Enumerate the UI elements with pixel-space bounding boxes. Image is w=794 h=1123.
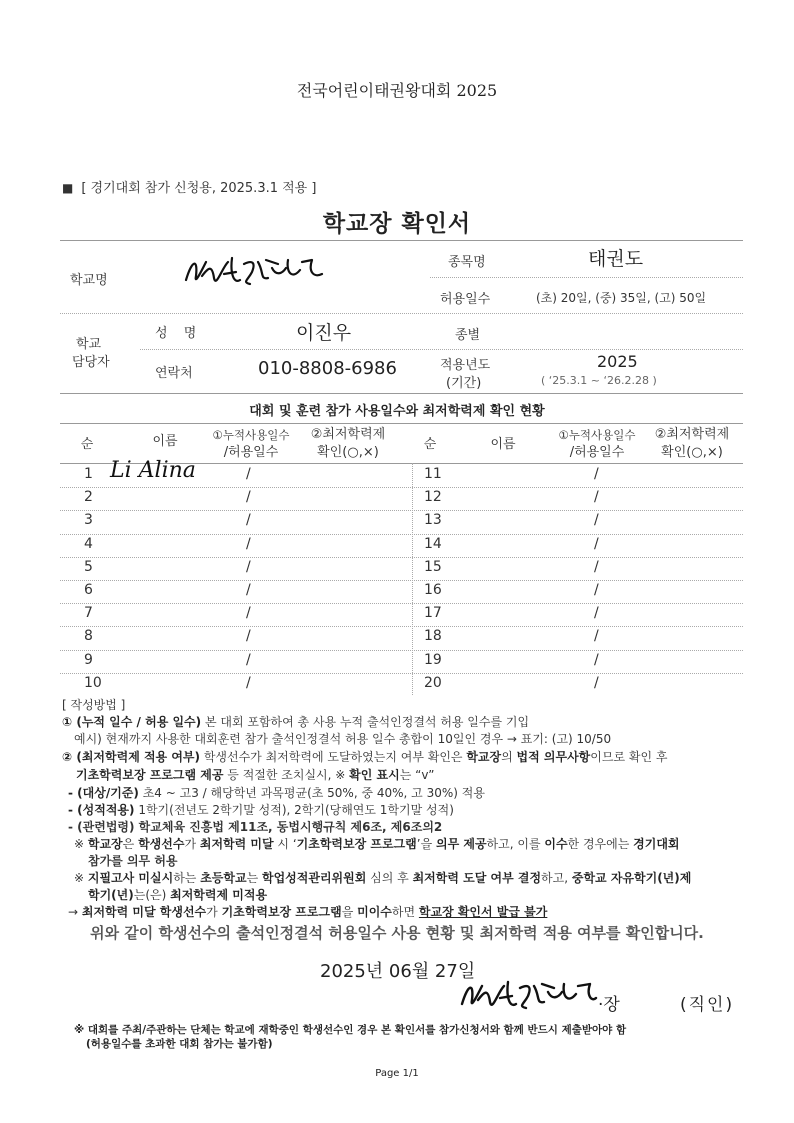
instruction-bold: 학기(년): [88, 888, 134, 902]
col-days-left-l1: ①누적사용일수: [212, 428, 290, 442]
col-days-left-l2: /허용일수: [223, 445, 279, 460]
col-min-left-l1: ②최저학력제: [310, 427, 386, 442]
allowed-days-value: (초) 20일, (중) 35일, (고) 50일: [536, 291, 707, 305]
row-rule: [60, 557, 743, 558]
manager-label-line1: 학교: [76, 337, 102, 352]
info-rule: [60, 313, 743, 314]
manager-name: 이진우: [296, 322, 352, 344]
col-no-left: 순: [80, 437, 94, 452]
col-name-right: 이름: [490, 437, 516, 452]
info-rule: [140, 349, 743, 350]
instruction-text: 하고,: [541, 871, 572, 885]
days-slash: /: [246, 512, 251, 529]
instruction-text: ※: [74, 837, 88, 851]
seal-mark: (직인): [680, 995, 735, 1015]
instruction-line: 예시) 현재까지 사용한 대회훈련 참가 출석인정결석 허용 일수 총합이 10일인 경우 → 표기: (고) 10/50: [74, 732, 612, 746]
instructions-heading: [ 작성방법 ]: [62, 698, 126, 712]
days-slash: /: [594, 651, 599, 668]
row-number: 15: [424, 558, 442, 575]
info-top-rule: [60, 240, 743, 241]
row-rule: [60, 487, 743, 488]
row-number: 7: [84, 605, 93, 622]
days-slash: /: [594, 512, 599, 529]
instruction-text: 하는: [173, 871, 201, 885]
instruction-bold: 최저학력제 미적용: [170, 888, 268, 902]
col-min-right-l2: 확인(○,×): [661, 445, 723, 460]
instruction-text: 하고, 이를: [486, 837, 545, 851]
instruction-bold: 학교장: [87, 837, 123, 851]
instruction-text: 한 경우에는: [567, 837, 634, 851]
days-slash: /: [246, 489, 251, 506]
row-number: 19: [424, 651, 442, 668]
instruction-bold: 학업성적관리위원회: [262, 871, 367, 885]
instruction-text: 하면: [391, 905, 419, 919]
form-note-text: [ 경기대회 참가 신청용, 2025.3.1 적용 ]: [81, 181, 317, 196]
row-number: 2: [84, 489, 93, 506]
row-number: 17: [424, 605, 442, 622]
period-label-line2: (기간): [446, 376, 482, 391]
instruction-bold: 초등학교: [200, 871, 247, 885]
table-top-rule: [60, 423, 743, 424]
row-rule: [60, 626, 743, 627]
row-number: 4: [84, 535, 93, 552]
instruction-text: ※: [74, 871, 88, 885]
row-number: 12: [424, 489, 442, 506]
instruction-bold: 최저학력 미달 학생선수: [81, 905, 207, 919]
row-rule: [60, 510, 743, 511]
instruction-text: 가: [184, 837, 200, 851]
row-number: 1: [84, 466, 93, 482]
instruction-bold: - (성적적용): [68, 803, 135, 817]
period-range: ( ‘25.3.1 ~ ‘26.2.28 ): [541, 374, 657, 387]
row-number: 18: [424, 628, 442, 645]
days-slash: /: [246, 605, 251, 622]
instruction-line: [74, 869, 691, 886]
days-slash: /: [594, 605, 599, 622]
instruction-text: 이므로 확인 후: [590, 750, 668, 764]
instruction-line: [88, 886, 267, 903]
school-name-handwriting: [182, 250, 332, 294]
header-title: 전국어린이태권왕대회 2025: [296, 81, 498, 100]
instruction-bold: 미이수: [357, 905, 392, 919]
form-note: [62, 177, 316, 196]
table-title: 대회 및 훈련 참가 사용일수와 최저학력제 확인 현황: [249, 404, 545, 419]
instruction-bold: 의무 제공: [436, 837, 487, 851]
instruction-bold: 최저학력 도달 여부 결정: [412, 871, 542, 885]
instruction-text: 가: [206, 905, 222, 919]
row-number: 6: [84, 582, 93, 598]
footnote: ※ 대회를 주최/주관하는 단체는 학교에 재학중인 학생선수인 경우 본 확인서를 참가신청서와 함께 반드시 제출받아야 함: [74, 1024, 627, 1036]
instruction-bold: 기초학력보장 프로그램: [221, 905, 342, 919]
instruction-text: 는: [246, 871, 262, 885]
row-number: 5: [84, 558, 93, 575]
instruction-bold: 확인 표시: [349, 768, 400, 782]
instruction-line: - (관련법령) 학교체육 진흥법 제11조, 동법시행규칙 제6조, 제6조의2: [68, 820, 443, 834]
days-slash: /: [594, 582, 599, 598]
row-rule: [60, 534, 743, 535]
school-label: 학교명: [70, 273, 108, 288]
instruction-text: ’을: [416, 837, 436, 851]
gender-label: 종별: [455, 328, 481, 343]
issue-date: 2025년 06월 27일: [320, 961, 476, 982]
instruction-bold: 학교장: [466, 750, 502, 764]
instruction-text: →: [68, 905, 82, 919]
days-slash: /: [246, 651, 251, 668]
days-slash: /: [594, 558, 599, 575]
sport-value: 태권도: [588, 248, 644, 270]
col-days-right-l1: ①누적사용일수: [558, 428, 636, 442]
days-slash: /: [246, 628, 251, 645]
instruction-bold: ① (누적 일수 / 허용 일수): [62, 715, 202, 729]
row-number: 16: [424, 582, 442, 598]
col-days-right-l2: /허용일수: [569, 445, 625, 460]
instruction-text: 의: [501, 750, 517, 764]
instruction-line: [62, 748, 667, 765]
col-min-left-l2: 확인(○,×): [317, 445, 379, 460]
days-slash: /: [594, 674, 599, 691]
table-divider: [412, 463, 413, 695]
instruction-bold: 경기대회: [633, 837, 680, 851]
instruction-text: 등 적절한 조치실시, ※: [223, 768, 350, 782]
instruction-bold: 학교장 확인서 발급 불가: [418, 905, 548, 919]
row-rule: [60, 580, 743, 581]
instruction-text: 초4 ~ 고3 / 해당학년 과목평균(초 50%, 중 40%, 고 30%) 적용: [138, 786, 485, 800]
instruction-text: 은: [122, 837, 139, 851]
athlete-name-handwriting: Li Alina: [110, 458, 196, 483]
instruction-bold: 중학교 자유학기(년)제: [571, 871, 692, 885]
contact-value: 010-8808-6986: [258, 358, 397, 379]
instruction-bold: 법적 의무사항: [516, 750, 591, 764]
days-slash: /: [246, 558, 251, 575]
sport-label: 종목명: [448, 255, 486, 270]
name-label: 성 명: [155, 326, 203, 341]
instruction-text: 1학기(전년도 2학기말 성적), 2학기(당해연도 1학기말 성적): [134, 803, 454, 817]
period-label-line1: 적용년도: [440, 358, 491, 373]
days-slash: /: [246, 582, 251, 598]
instruction-line: [62, 713, 529, 730]
row-number: 13: [424, 512, 442, 529]
instruction-line: [68, 801, 454, 818]
manager-label-line2: 담당자: [72, 355, 110, 370]
instruction-text: 본 대회 포함하여 총 사용 누적 출석인정결석 허용 일수를 기입: [201, 715, 530, 729]
document-title: 학교장 확인서: [322, 211, 472, 237]
instruction-text: 는(은): [133, 888, 171, 902]
instruction-bold: 최저학력 미달: [199, 837, 274, 851]
row-number: 8: [84, 628, 93, 645]
instruction-text: 학생선수가 최저학력에 도달하였는지 여부 확인은: [200, 750, 467, 764]
days-slash: /: [246, 535, 251, 552]
instruction-text: 는 “v”: [399, 768, 435, 782]
principal-signature-handwriting: [458, 972, 598, 1018]
page-number: Page 1/1: [375, 1068, 419, 1079]
instruction-bold: 기초학력보장 프로그램 제공: [76, 768, 224, 782]
contact-label: 연락처: [155, 366, 193, 381]
row-number: 3: [84, 512, 93, 529]
allowed-days-label: 허용일수: [440, 292, 491, 307]
instruction-line: [68, 784, 485, 801]
col-no-right: 순: [423, 437, 437, 452]
square-bullet-icon: ■: [62, 181, 74, 195]
col-min-right-l1: ②최저학력제: [654, 427, 730, 442]
row-number: 9: [84, 651, 93, 668]
days-slash: /: [246, 674, 251, 691]
days-slash: /: [594, 466, 599, 482]
row-rule: [60, 603, 743, 604]
days-slash: /: [594, 535, 599, 552]
instruction-text: 심의 후: [366, 871, 413, 885]
row-rule: [60, 673, 743, 674]
instruction-line: 참가를 의무 허용: [88, 854, 178, 868]
info-bottom-rule: [60, 393, 743, 394]
row-number: 20: [424, 674, 442, 691]
instruction-bold: 학생선수: [138, 837, 185, 851]
row-number: 14: [424, 535, 442, 552]
instruction-text: 을: [341, 905, 358, 919]
instruction-bold: 이수: [544, 837, 568, 851]
row-rule: [60, 650, 743, 651]
instruction-line: [76, 766, 434, 783]
period-year: 2025: [597, 352, 638, 371]
footnote: (허용일수를 초과한 대회 참가는 불가함): [86, 1038, 273, 1050]
row-number: 11: [424, 466, 442, 482]
days-slash: /: [594, 489, 599, 506]
row-number: 10: [84, 674, 102, 691]
principal-title-suffix: ·장: [598, 995, 620, 1015]
info-rule: [430, 277, 743, 278]
instruction-line: [68, 903, 547, 920]
instruction-bold: ② (최저학력제 적용 여부): [62, 750, 200, 764]
instruction-bold: 기초학력보장 프로그램: [296, 837, 417, 851]
days-slash: /: [246, 466, 251, 482]
confirmation-statement: 위와 같이 학생선수의 출석인정결석 허용일수 사용 현황 및 최저학력 적용 여부를 확인합니다.: [90, 924, 704, 942]
instruction-text: 시 ‘: [273, 837, 297, 851]
instruction-line: [74, 835, 680, 852]
instruction-bold: 지필고사 미실시: [87, 871, 174, 885]
instruction-bold: - (대상/기준): [68, 786, 139, 800]
days-slash: /: [594, 628, 599, 645]
col-name-left: 이름: [152, 434, 178, 449]
